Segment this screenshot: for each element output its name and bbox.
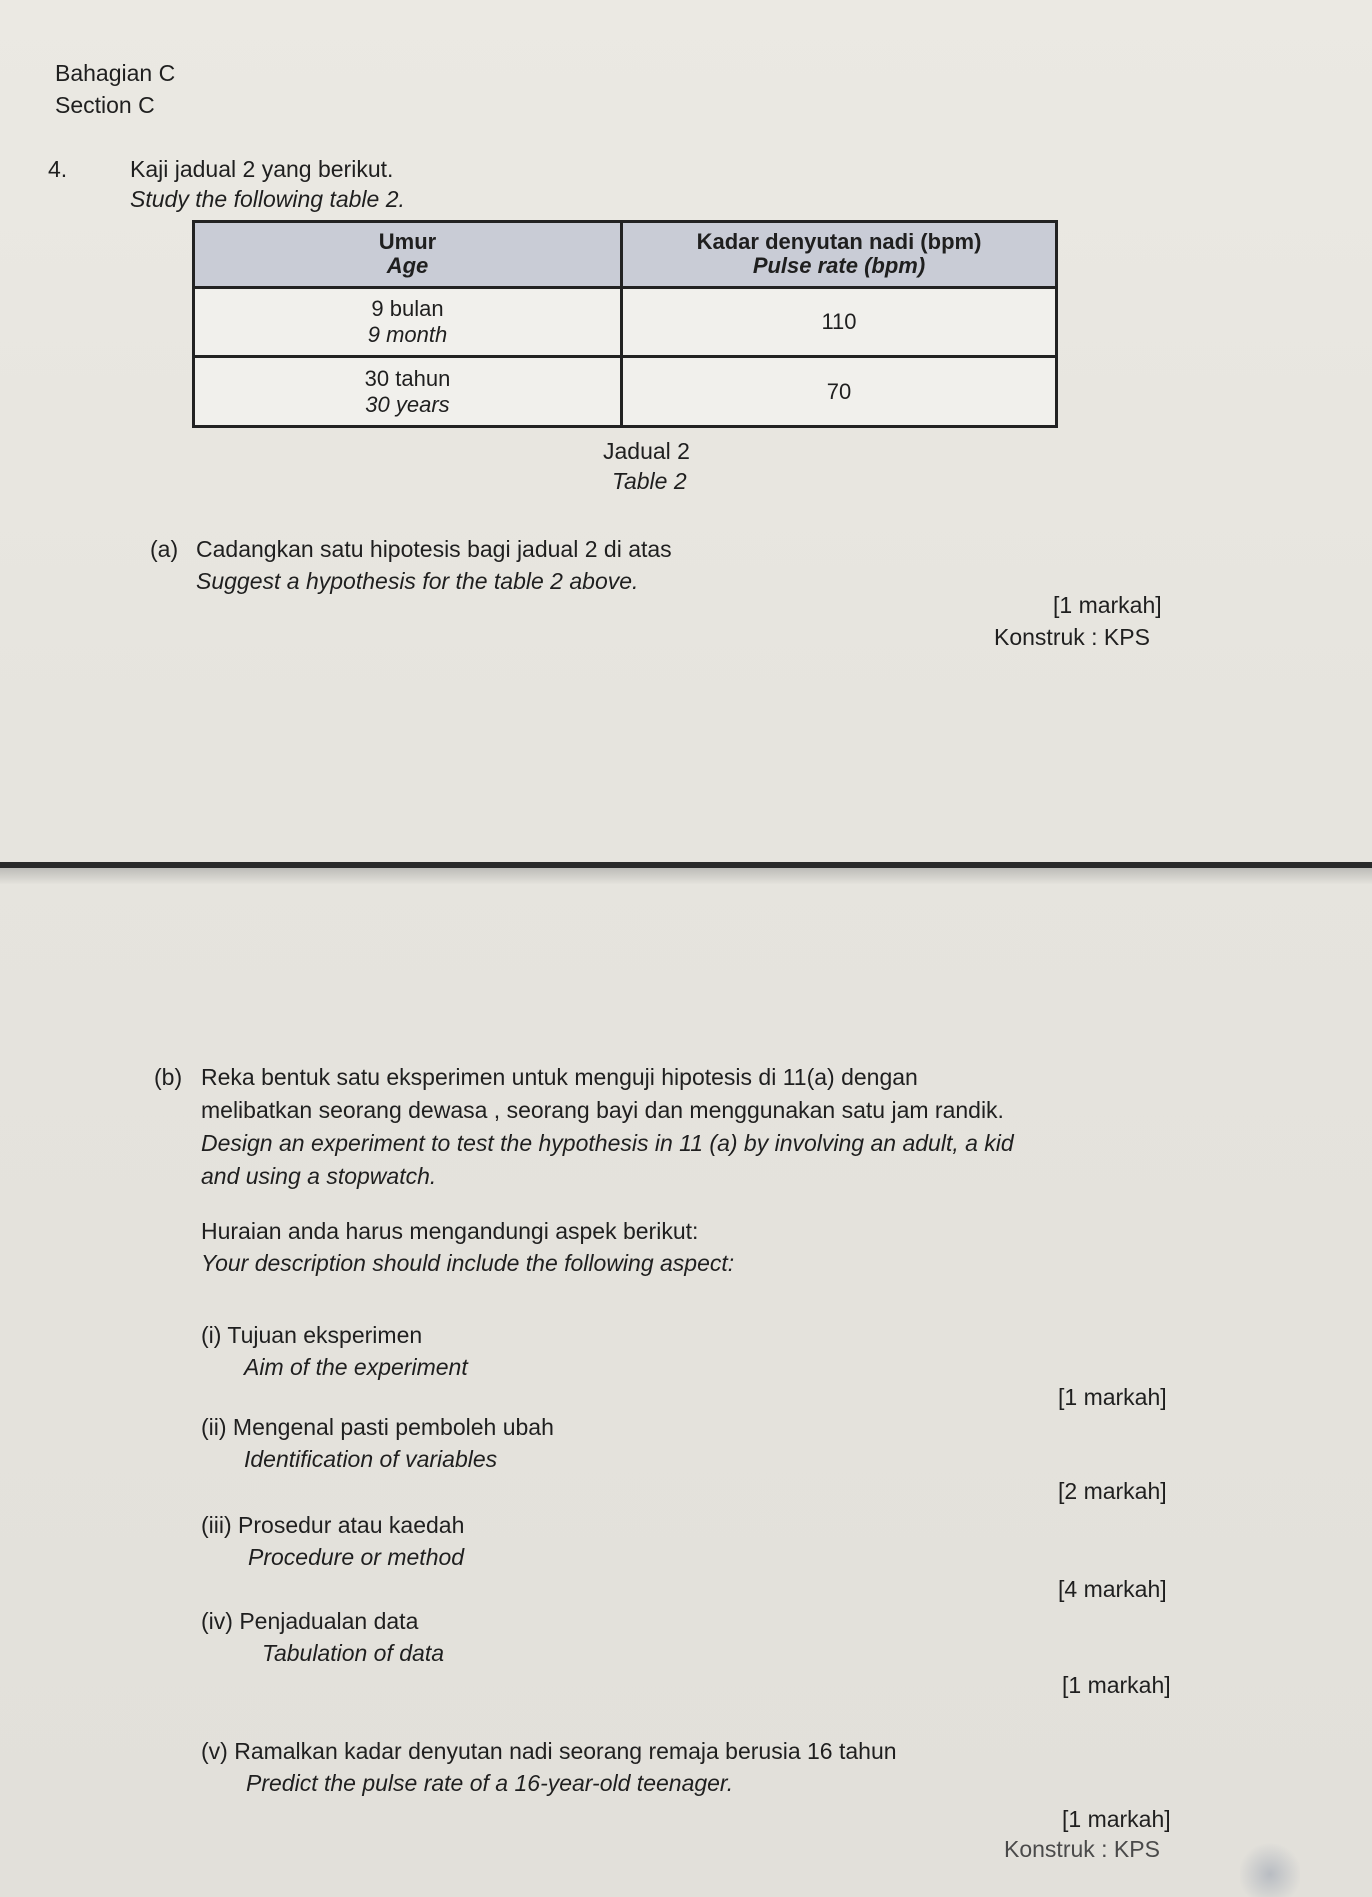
table-cell-age [194,287,622,357]
part-b-line1-en: Design an experiment to test the hypothesis in 11 (a) by involving an adult, a kid [201,1130,1014,1156]
item-ii-ms: (ii) Mengenal pasti pemboleh ubah [201,1414,554,1440]
section-title-en: Section C [55,92,155,118]
table-cell-age [194,357,622,427]
header-pulse-en: Pulse rate (bpm) [752,253,926,279]
item-ii-marks: [2 markah] [1058,1478,1167,1504]
table-row [194,287,1057,357]
item-iii-marks: [4 markah] [1058,1576,1167,1602]
age-en: 9 month [367,321,448,347]
table-caption-ms: Jadual 2 [603,438,690,464]
item-i-en: Aim of the experiment [244,1354,468,1380]
table-cell-rate: 70 [622,357,1057,427]
item-iv-ms: (iv) Penjadualan data [201,1608,419,1634]
item-iii-en: Procedure or method [248,1544,465,1570]
part-b-skill: Konstruk : KPS [1004,1836,1160,1862]
item-v-ms: (v) Ramalkan kadar denyutan nadi seorang remaja berusia 16 tahun [201,1738,897,1764]
table-header-row [194,222,1057,288]
item-i-marks: [1 markah] [1058,1384,1167,1410]
section-title-ms: Bahagian C [55,60,176,86]
part-b-line2-ms: melibatkan seorang dewasa , seorang bayi dan menggunakan satu jam randik. [201,1097,1004,1123]
table-caption-en: Table 2 [612,468,687,494]
part-a-label: (a) [150,536,179,562]
question-intro-en: Study the following table 2. [130,186,405,212]
pulse-rate-table [192,220,1058,428]
corner-smudge [1240,1840,1300,1897]
table-header-pulse [622,222,1057,288]
part-a-text-en: Suggest a hypothesis for the table 2 above. [196,568,639,594]
age-ms: 30 tahun [364,365,451,391]
part-b-line1-ms: Reka bentuk satu eksperimen untuk menguji hipotesis di 11(a) dengan [201,1064,918,1090]
part-a-skill: Konstruk : KPS [994,624,1150,650]
header-pulse-ms: Kadar denyutan nadi (bpm) [696,229,982,255]
age-en: 30 years [365,391,450,417]
part-b-line2-en: and using a stopwatch. [201,1163,437,1189]
item-ii-en: Identification of variables [244,1446,498,1472]
part-a-text-ms: Cadangkan satu hipotesis bagi jadual 2 di atas [196,536,672,562]
item-iv-marks: [1 markah] [1062,1672,1171,1698]
table-header-age [194,222,622,288]
item-v-marks: [1 markah] [1062,1806,1171,1832]
item-v-en: Predict the pulse rate of a 16-year-old teenager. [246,1770,734,1796]
item-i-ms: (i) Tujuan eksperimen [201,1322,423,1348]
part-a-marks: [1 markah] [1053,592,1162,618]
question-intro-ms: Kaji jadual 2 yang berikut. [130,156,394,182]
header-age-en: Age [386,253,429,279]
divider-shadow [0,868,1372,884]
table-cell-rate: 110 [622,287,1057,357]
item-iv-en: Tabulation of data [262,1640,445,1666]
age-ms: 9 bulan [371,295,444,321]
part-b-label: (b) [154,1064,183,1090]
item-iii-ms: (iii) Prosedur atau kaedah [201,1512,465,1538]
description-ms: Huraian anda harus mengandungi aspek berikut: [201,1218,699,1244]
table-row [194,357,1057,427]
description-en: Your description should include the following aspect: [201,1250,735,1276]
question-number: 4. [48,156,68,182]
header-age-ms: Umur [378,229,437,255]
